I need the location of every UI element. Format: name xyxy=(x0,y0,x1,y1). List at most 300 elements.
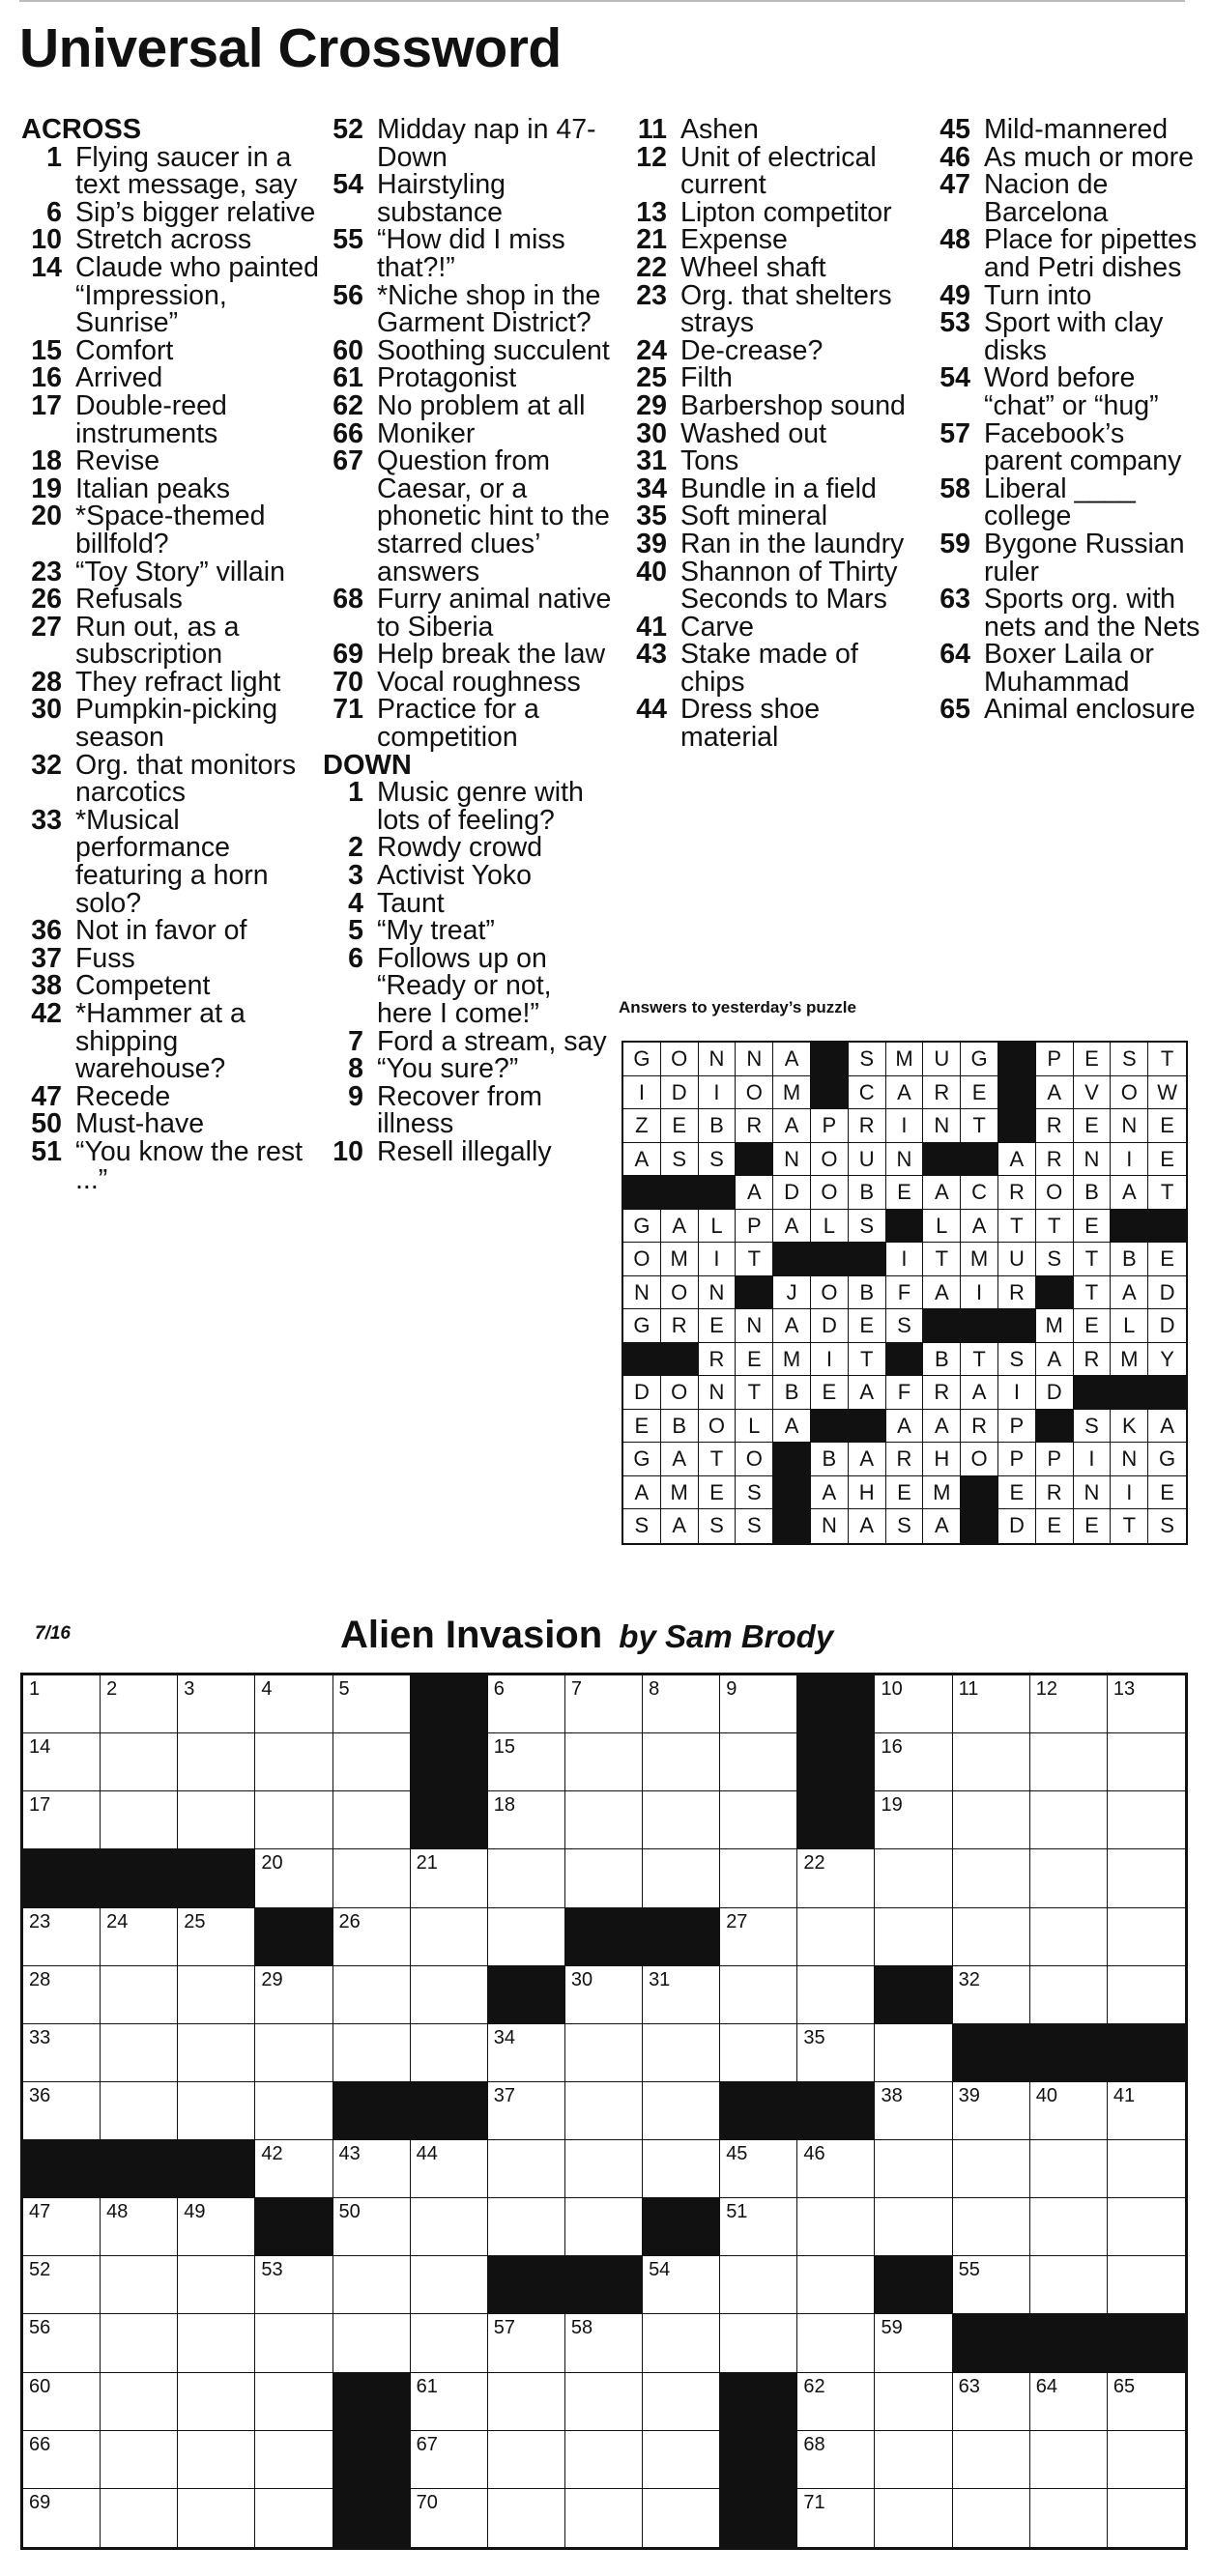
grid-cell[interactable] xyxy=(101,2431,178,2489)
cell-number: 65 xyxy=(1113,2375,1136,2397)
clue-item xyxy=(323,1055,613,1083)
grid-cell[interactable] xyxy=(643,1675,720,1733)
cell-number: 30 xyxy=(570,1968,593,1990)
grid-cell[interactable] xyxy=(488,2373,565,2431)
grid-cell[interactable] xyxy=(565,2373,643,2431)
grid-cell[interactable] xyxy=(411,1966,488,2024)
clue-text: Recover from illness xyxy=(377,1080,543,1140)
grid-cell[interactable] xyxy=(1108,1908,1185,1966)
answer-cell: D xyxy=(1148,1309,1186,1343)
grid-cell[interactable] xyxy=(101,2256,178,2314)
grid-cell[interactable] xyxy=(875,2489,952,2547)
answer-cell: P xyxy=(998,1443,1036,1476)
grid-cell[interactable] xyxy=(333,2140,411,2198)
grid-cell[interactable] xyxy=(255,2489,332,2547)
grid-cell[interactable] xyxy=(333,1733,411,1791)
grid-cell[interactable] xyxy=(101,2489,178,2547)
clue-text: Flying saucer in a text message, say xyxy=(75,141,298,201)
clue-number: 24 xyxy=(636,334,667,366)
answer-cell: A xyxy=(1036,1343,1074,1377)
answer-cell: L xyxy=(699,1210,737,1244)
grid-cell[interactable] xyxy=(101,1966,178,2024)
grid-cell[interactable] xyxy=(23,2373,101,2431)
grid-cell[interactable] xyxy=(875,2024,952,2082)
grid-cell[interactable] xyxy=(875,1675,952,1733)
grid-cell[interactable] xyxy=(255,1849,332,1907)
grid-cell[interactable] xyxy=(255,2024,332,2082)
grid-cell[interactable] xyxy=(643,1791,720,1849)
answer-black-square xyxy=(811,1243,849,1276)
clue-item xyxy=(323,641,613,669)
clue-text: “How did I miss that?!” xyxy=(377,224,565,283)
answer-cell: A xyxy=(1036,1076,1074,1110)
grid-cell[interactable] xyxy=(101,1908,178,1966)
grid-cell[interactable] xyxy=(720,1966,797,2024)
clue-item xyxy=(21,334,329,366)
grid-cell[interactable] xyxy=(178,2082,255,2140)
answer-black-square xyxy=(1148,1376,1186,1410)
grid-cell[interactable] xyxy=(1030,2198,1108,2256)
grid-cell[interactable] xyxy=(23,2489,101,2547)
grid-cell[interactable] xyxy=(953,1966,1030,2024)
grid-cell[interactable] xyxy=(797,1966,875,2024)
cell-number: 10 xyxy=(881,1678,903,1700)
grid-cell[interactable] xyxy=(488,1908,565,1966)
grid-cell[interactable] xyxy=(101,1733,178,1791)
grid-cell[interactable] xyxy=(643,2256,720,2314)
clue-text: Furry animal native to Siberia xyxy=(377,584,612,643)
grid-cell[interactable] xyxy=(411,2314,488,2372)
answer-black-square xyxy=(1036,1276,1074,1310)
grid-cell[interactable] xyxy=(643,2314,720,2372)
grid-cell[interactable] xyxy=(953,1733,1030,1791)
grid-cell[interactable] xyxy=(255,2256,332,2314)
grid-cell[interactable] xyxy=(1108,2373,1185,2431)
answer-cell: E xyxy=(1074,1309,1112,1343)
answer-black-square xyxy=(886,1343,924,1377)
grid-cell[interactable] xyxy=(411,2198,488,2256)
clue-text: “My treat” xyxy=(377,915,495,947)
grid-cell[interactable] xyxy=(178,1908,255,1966)
clue-item xyxy=(626,251,916,283)
clue-number: 8 xyxy=(348,1053,363,1085)
grid-cell[interactable] xyxy=(411,1849,488,1907)
grid-cell[interactable] xyxy=(953,2140,1030,2198)
grid-cell[interactable] xyxy=(1108,2489,1185,2547)
clue-item xyxy=(930,364,1200,419)
grid-cell[interactable] xyxy=(1108,2082,1185,2140)
grid-cell[interactable] xyxy=(23,2314,101,2372)
grid-cell[interactable] xyxy=(255,2431,332,2489)
grid-cell[interactable] xyxy=(797,2314,875,2372)
grid-cell[interactable] xyxy=(643,2082,720,2140)
grid-cell[interactable] xyxy=(875,2314,952,2372)
clue-item xyxy=(323,862,613,890)
grid-cell[interactable] xyxy=(953,1849,1030,1907)
grid-cell[interactable] xyxy=(488,2140,565,2198)
clue-text: No problem at all xyxy=(377,389,586,421)
answer-black-square xyxy=(961,1509,998,1543)
clue-item xyxy=(323,666,613,698)
black-square xyxy=(875,2256,952,2314)
grid-cell[interactable] xyxy=(488,2024,565,2082)
grid-cell[interactable] xyxy=(23,1791,101,1849)
grid-cell[interactable] xyxy=(178,1733,255,1791)
answer-cell: L xyxy=(1111,1309,1148,1343)
answer-black-square xyxy=(699,1176,737,1210)
grid-cell[interactable] xyxy=(953,2198,1030,2256)
clue-text: “Toy Story” villain xyxy=(75,556,285,587)
grid-cell[interactable] xyxy=(565,2140,643,2198)
grid-cell[interactable] xyxy=(643,2024,720,2082)
clue-text: Stretch across xyxy=(75,224,252,256)
puzzle-byline: by Sam Brody xyxy=(619,1618,834,1654)
grid-cell[interactable] xyxy=(255,2314,332,2372)
grid-cell[interactable] xyxy=(178,2256,255,2314)
grid-cell[interactable] xyxy=(488,2314,565,2372)
grid-cell[interactable] xyxy=(411,2431,488,2489)
grid-cell[interactable] xyxy=(1108,2256,1185,2314)
grid-cell[interactable] xyxy=(565,1733,643,1791)
grid-cell[interactable] xyxy=(1108,2431,1185,2489)
grid-cell[interactable] xyxy=(488,2489,565,2547)
grid-cell[interactable] xyxy=(643,2373,720,2431)
clue-number: 48 xyxy=(939,224,970,256)
grid-cell[interactable] xyxy=(411,1908,488,1966)
cell-number: 2 xyxy=(106,1678,118,1700)
grid-cell[interactable] xyxy=(643,1733,720,1791)
clue-item xyxy=(21,1080,329,1112)
grid-cell[interactable] xyxy=(1030,1908,1108,1966)
cell-number: 11 xyxy=(958,1678,979,1700)
clue-item xyxy=(323,586,613,641)
grid-cell[interactable] xyxy=(1030,1733,1108,1791)
grid-cell[interactable] xyxy=(953,2373,1030,2431)
grid-cell[interactable] xyxy=(1030,1675,1108,1733)
black-square xyxy=(953,2314,1030,2372)
grid-cell[interactable] xyxy=(643,2140,720,2198)
answer-cell: M xyxy=(1111,1343,1148,1377)
answer-black-square xyxy=(998,1109,1036,1143)
grid-cell[interactable] xyxy=(565,1966,643,2024)
grid-cell[interactable] xyxy=(797,2373,875,2431)
grid-cell[interactable] xyxy=(255,2140,332,2198)
clue-number: 49 xyxy=(939,279,970,311)
clue-text: Soothing succulent xyxy=(377,334,610,366)
clue-number: 3 xyxy=(348,860,363,892)
grid-cell[interactable] xyxy=(953,1908,1030,1966)
grid-cell[interactable] xyxy=(565,2024,643,2082)
grid-cell[interactable] xyxy=(797,2024,875,2082)
grid-cell[interactable] xyxy=(797,2256,875,2314)
grid-cell[interactable] xyxy=(1030,1791,1108,1849)
grid-cell[interactable] xyxy=(875,2373,952,2431)
answer-black-square xyxy=(961,1476,998,1510)
grid-cell[interactable] xyxy=(643,2489,720,2547)
grid-cell[interactable] xyxy=(23,1908,101,1966)
clue-number: 26 xyxy=(31,584,62,615)
grid-cell[interactable] xyxy=(720,2140,797,2198)
grid-cell[interactable] xyxy=(101,1675,178,1733)
grid-cell[interactable] xyxy=(875,1908,952,1966)
grid-cell[interactable] xyxy=(333,2198,411,2256)
clue-item xyxy=(21,917,329,945)
clue-number: 45 xyxy=(939,114,970,145)
grid-cell[interactable] xyxy=(643,2431,720,2489)
clue-text: Competent xyxy=(75,970,211,1002)
grid-cell[interactable] xyxy=(875,2140,952,2198)
grid-cell[interactable] xyxy=(1030,2140,1108,2198)
answer-black-square xyxy=(849,1243,886,1276)
grid-cell[interactable] xyxy=(953,1791,1030,1849)
clue-number: 22 xyxy=(636,251,667,283)
grid-cell[interactable] xyxy=(411,2140,488,2198)
answer-cell: N xyxy=(1074,1476,1112,1510)
grid-cell[interactable] xyxy=(720,2198,797,2256)
grid-cell[interactable] xyxy=(333,1849,411,1907)
grid-cell[interactable] xyxy=(255,2373,332,2431)
grid-cell[interactable] xyxy=(1030,2082,1108,2140)
clue-item xyxy=(626,364,916,392)
grid-cell[interactable] xyxy=(953,1675,1030,1733)
grid-cell[interactable] xyxy=(411,2024,488,2082)
grid-cell[interactable] xyxy=(101,2024,178,2082)
grid-cell[interactable] xyxy=(1108,2140,1185,2198)
grid-cell[interactable] xyxy=(333,2024,411,2082)
clue-text: De-crease? xyxy=(680,334,824,366)
clue-text: Follows up on “Ready or not, here I come!” xyxy=(377,942,552,1029)
clue-number: 47 xyxy=(31,1080,62,1112)
section-heading-down: DOWN xyxy=(323,749,412,781)
answer-cell: P xyxy=(998,1410,1036,1444)
grid-cell[interactable] xyxy=(488,2082,565,2140)
grid-cell[interactable] xyxy=(643,1849,720,1907)
grid-cell[interactable] xyxy=(1030,2256,1108,2314)
answer-cell: E xyxy=(1074,1109,1112,1143)
answer-cell: G xyxy=(623,1043,661,1076)
answer-cell: R xyxy=(886,1443,924,1476)
grid-cell[interactable] xyxy=(23,1675,101,1733)
grid-cell[interactable] xyxy=(953,2431,1030,2489)
answer-cell: M xyxy=(661,1243,699,1276)
clue-item xyxy=(626,389,916,421)
grid-cell[interactable] xyxy=(23,1966,101,2024)
grid-cell[interactable] xyxy=(333,2256,411,2314)
grid-cell[interactable] xyxy=(23,2256,101,2314)
grid-cell[interactable] xyxy=(333,1791,411,1849)
grid-cell[interactable] xyxy=(797,1908,875,1966)
grid-cell[interactable] xyxy=(1108,1966,1185,2024)
yesterday-answers-label: Answers to yesterday’s puzzle xyxy=(619,998,856,1016)
grid-cell[interactable] xyxy=(797,2198,875,2256)
answer-cell: S xyxy=(736,1509,773,1543)
answer-cell: M xyxy=(886,1043,924,1076)
grid-cell[interactable] xyxy=(23,2431,101,2489)
clue-number: 51 xyxy=(31,1135,62,1167)
grid-cell[interactable] xyxy=(101,2198,178,2256)
answer-cell: A xyxy=(1148,1410,1186,1444)
clue-number: 68 xyxy=(332,584,363,615)
grid-cell[interactable] xyxy=(565,2082,643,2140)
grid-cell[interactable] xyxy=(565,1675,643,1733)
grid-cell[interactable] xyxy=(797,1849,875,1907)
grid-cell[interactable] xyxy=(1108,2198,1185,2256)
grid-cell[interactable] xyxy=(23,2082,101,2140)
grid-cell[interactable] xyxy=(1108,1849,1185,1907)
clue-text: Double-reed instruments xyxy=(75,389,227,449)
grid-cell[interactable] xyxy=(488,1733,565,1791)
answer-cell: G xyxy=(623,1443,661,1476)
answer-cell: E xyxy=(623,1410,661,1444)
grid-cell[interactable] xyxy=(565,2314,643,2372)
cell-number: 67 xyxy=(416,2433,438,2455)
grid-cell[interactable] xyxy=(1030,1849,1108,1907)
answer-cell: A xyxy=(811,1476,849,1510)
grid-cell[interactable] xyxy=(643,1966,720,2024)
grid-cell[interactable] xyxy=(1030,2431,1108,2489)
grid-cell[interactable] xyxy=(720,2314,797,2372)
answer-cell: I xyxy=(699,1076,737,1110)
grid-cell[interactable] xyxy=(953,2489,1030,2547)
grid-cell[interactable] xyxy=(101,1791,178,1849)
cell-number: 7 xyxy=(570,1678,583,1700)
grid-cell[interactable] xyxy=(411,2373,488,2431)
answer-cell: N xyxy=(736,1309,773,1343)
clue-number: 10 xyxy=(31,224,62,256)
grid-cell[interactable] xyxy=(178,1791,255,1849)
grid-cell[interactable] xyxy=(1030,1966,1108,2024)
grid-cell[interactable] xyxy=(333,1966,411,2024)
grid-cell[interactable] xyxy=(178,2489,255,2547)
grid-cell[interactable] xyxy=(255,1791,332,1849)
grid-cell[interactable] xyxy=(178,1966,255,2024)
clue-number: 62 xyxy=(332,389,363,421)
answer-cell: S xyxy=(1111,1043,1148,1076)
clue-text: Shannon of Thirty Seconds to Mars xyxy=(680,556,898,615)
answer-cell: G xyxy=(623,1210,661,1244)
grid-cell[interactable] xyxy=(720,1791,797,1849)
grid-cell[interactable] xyxy=(178,2198,255,2256)
grid-cell[interactable] xyxy=(875,1733,952,1791)
grid-cell[interactable] xyxy=(178,1675,255,1733)
grid-cell[interactable] xyxy=(720,1733,797,1791)
grid-cell[interactable] xyxy=(565,1849,643,1907)
grid-cell[interactable] xyxy=(488,1675,565,1733)
grid-cell[interactable] xyxy=(333,1675,411,1733)
grid-cell[interactable] xyxy=(178,2373,255,2431)
grid-cell[interactable] xyxy=(101,2314,178,2372)
grid-cell[interactable] xyxy=(255,1966,332,2024)
grid-cell[interactable] xyxy=(565,2198,643,2256)
answer-cell: O xyxy=(811,1143,849,1177)
grid-cell[interactable] xyxy=(1108,1791,1185,1849)
grid-cell[interactable] xyxy=(178,2024,255,2082)
grid-cell[interactable] xyxy=(101,2373,178,2431)
black-square xyxy=(23,2140,101,2198)
grid-cell[interactable] xyxy=(255,2082,332,2140)
cell-number: 43 xyxy=(338,2143,361,2165)
clue-item xyxy=(323,364,613,392)
answer-cell: O xyxy=(661,1043,699,1076)
grid-cell[interactable] xyxy=(411,2256,488,2314)
black-square xyxy=(643,2198,720,2256)
answer-cell: A xyxy=(623,1143,661,1177)
clue-item xyxy=(323,779,613,834)
grid-cell[interactable] xyxy=(101,2082,178,2140)
grid-cell[interactable] xyxy=(720,1849,797,1907)
grid-cell[interactable] xyxy=(565,1791,643,1849)
grid-cell[interactable] xyxy=(565,2431,643,2489)
grid-cell[interactable] xyxy=(875,1849,952,1907)
grid-cell[interactable] xyxy=(875,1791,952,1849)
grid-cell[interactable] xyxy=(797,2140,875,2198)
grid-cell[interactable] xyxy=(333,1908,411,1966)
grid-cell[interactable] xyxy=(1030,2373,1108,2431)
answer-black-square xyxy=(998,1309,1036,1343)
grid-cell[interactable] xyxy=(797,2489,875,2547)
grid-cell[interactable] xyxy=(720,1908,797,1966)
grid-cell[interactable] xyxy=(797,2431,875,2489)
clue-item xyxy=(626,116,916,144)
cell-number: 59 xyxy=(881,2317,903,2339)
grid-cell[interactable] xyxy=(565,2489,643,2547)
black-square xyxy=(411,1675,488,1733)
grid-cell[interactable] xyxy=(23,2024,101,2082)
grid-cell[interactable] xyxy=(488,1791,565,1849)
cell-number: 24 xyxy=(106,1910,129,1932)
grid-cell[interactable] xyxy=(411,2489,488,2547)
grid-cell[interactable] xyxy=(953,2256,1030,2314)
black-square xyxy=(411,1733,488,1791)
grid-cell[interactable] xyxy=(255,1733,332,1791)
grid-cell[interactable] xyxy=(953,2082,1030,2140)
grid-cell[interactable] xyxy=(178,2431,255,2489)
clue-number: 7 xyxy=(348,1025,363,1057)
black-square xyxy=(565,1908,643,1966)
grid-cell[interactable] xyxy=(1108,1733,1185,1791)
grid-cell[interactable] xyxy=(1108,1675,1185,1733)
grid-cell[interactable] xyxy=(720,2256,797,2314)
answer-black-square xyxy=(1036,1410,1074,1444)
grid-cell[interactable] xyxy=(23,1733,101,1791)
grid-cell[interactable] xyxy=(875,2431,952,2489)
grid-cell[interactable] xyxy=(1030,2489,1108,2547)
clue-text: Animal enclosure xyxy=(984,694,1196,726)
black-square xyxy=(178,1849,255,1907)
grid-cell[interactable] xyxy=(23,2198,101,2256)
grid-cell[interactable] xyxy=(488,1849,565,1907)
grid-cell[interactable] xyxy=(178,2314,255,2372)
clue-text: Barbershop sound xyxy=(680,389,906,421)
grid-cell[interactable] xyxy=(720,1675,797,1733)
grid-cell[interactable] xyxy=(488,2198,565,2256)
clue-text: Midday nap in 47-Down xyxy=(377,114,596,173)
clue-text: Refusals xyxy=(75,584,183,615)
grid-cell[interactable] xyxy=(488,2431,565,2489)
grid-cell[interactable] xyxy=(255,1675,332,1733)
grid-cell[interactable] xyxy=(333,2314,411,2372)
clue-item xyxy=(930,141,1200,173)
clue-text: Vocal roughness xyxy=(377,666,581,698)
grid-cell[interactable] xyxy=(720,2024,797,2082)
clue-item xyxy=(323,447,613,586)
grid-cell[interactable] xyxy=(875,2198,952,2256)
grid-cell[interactable] xyxy=(875,2082,952,2140)
answer-cell: O xyxy=(811,1276,849,1310)
clue-number: 20 xyxy=(31,501,62,532)
clue-text: Taunt xyxy=(377,887,445,919)
clue-item xyxy=(21,389,329,449)
